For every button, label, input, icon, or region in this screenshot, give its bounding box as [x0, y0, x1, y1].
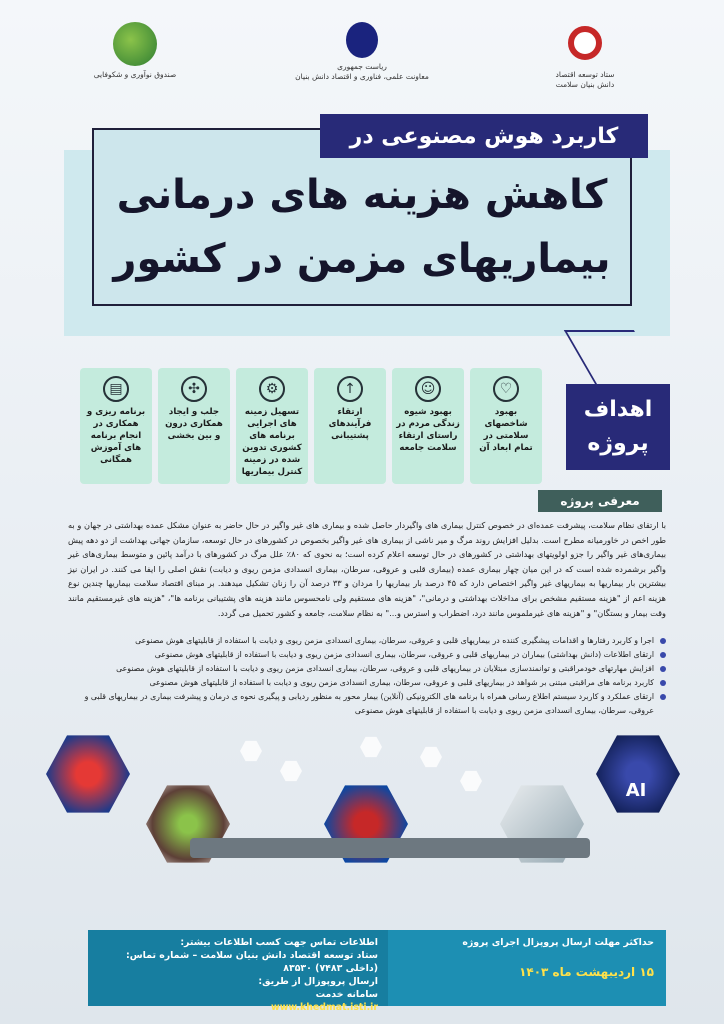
small-hexagon	[280, 760, 302, 782]
heart-image	[46, 732, 130, 816]
goal-text: ارتقاء فرآیندهای پشتیبانی	[328, 407, 372, 441]
center-logo-caption-2: معاونت علمی، فناوری و اقتصاد دانش بنیان	[295, 72, 429, 81]
contact-title: اطلاعات تماس جهت کسب اطلاعات بیشتر:	[180, 937, 378, 948]
small-hexagon	[360, 736, 382, 758]
goals-label-line-1: اهداف	[583, 397, 653, 422]
goal-card	[236, 368, 308, 484]
small-hexagon	[240, 740, 262, 762]
goal-text: بهبود شیوه زندگی مردم در راستای ارتقاء سلامت جامعه	[396, 407, 460, 453]
small-hexagon	[420, 746, 442, 768]
goals-label	[566, 384, 670, 470]
intro-title: معرفی پروژه	[538, 490, 662, 512]
contact-section	[88, 930, 388, 1013]
network-icon: ✣	[181, 376, 207, 402]
objectives-list	[68, 634, 666, 718]
contact-line: ستاد توسعه اقتصاد دانش بنیان سلامت – شماره تماس: (داخلی ۷۴۸۳) ۸۳۵۳۰	[125, 950, 378, 974]
health-headquarters-logo	[530, 22, 640, 102]
list-item: اجرا و کاربرد رفتارها و اقدامات پیشگیری کننده در بیماریهای قلبی و عروقی، سرطان، بیماری انسدادی مزمن ریوی و دیابت با استفاده از قابلیتهای هوش مصنوعی	[68, 634, 666, 648]
health-mark-icon	[561, 19, 609, 67]
goal-text: جلب و ایجاد همکاری درون و بین بخشی	[165, 407, 223, 441]
list-item: ارتقای عملکرد و کاربرد سیستم اطلاع رسانی همراه با برنامه های الکترونیکی (آنلاین) بیمار محور به منظور ردیابی و پیگیری نحوه ی درمان و پیشرفت بیماری در بیماریهای قلبی و عروقی، سرطان، بیماری انسدادی مزمن ریوی و دیابت با استفاده از قابلیتهای هوش مصنوعی	[68, 690, 666, 718]
presidency-logo	[280, 22, 444, 102]
intro-paragraph: با ارتقای نظام سلامت، پیشرفت عمده‌ای در خصوص کنترل بیماری های واگیردار حاصل شده و بیماری های غیر واگیر در حال حاضر به عنوان مشکل عمده بهداشتی در جهان و به طور اخص در خاورمیانه مطرح است. بدلیل افزایش روند مرگ و میر ناشی از بیماری های غیر واگیر بخصوص در کشورهای در حال توسعه، سازمان جهانی بهداشت از دو دهه پیش بیماری‌های غیر واگیر را جزو اولویتهای بهداشتی در کشورهای در حال توسعه اعلام کرده است؛ به نحوی که ۸۰٪ علل مرگ در کشورهای با درآمد پائین و متوسط بیماری‌های غیر واگیر برشمرده شده است که در این میان چهار بیماری عمده (بیماری قلبی و عروقی، سرطان، بیماری انسدادی مزمن ریوی و دیابت) نقش اصلی را ایفا می کنند. در ایران نیز بیشترین بار بیماریها به بیماریهای غیر واگیر اختصاص دارد که ۴۵ درصد بار بیماریها را مردان و ۳۳ درصد آن را زنان تشکیل میدهند. بر مبنای اقتصاد سلامت بیماریها چندین نوع هزینه اعم از "هزینه مستقیم مشخص برای مداخلات بهداشتی و درمانی"، "هزینه های مستقیم ولی نامحسوس مانند هزینه های پشتیبانی برنامه ها"، "هزینه های غیرمستقیم مانند وقت بیمار و بستگان" و "هزینه های غیرملموس مانند درد، اضطراب و استرس و..." به نظام سلامت، جامعه و کشور تحمیل می گردد.	[67, 520, 666, 618]
submit-system: سامانه خدمت	[315, 989, 378, 1000]
mind-icon: ☺	[415, 376, 441, 402]
innovation-fund-logo	[80, 22, 190, 102]
goal-card	[158, 368, 230, 484]
right-logo-caption-1: ستاد توسعه اقتصاد	[555, 70, 615, 79]
medical-imagery	[40, 730, 684, 940]
goal-card	[314, 368, 386, 484]
goal-card	[470, 368, 542, 484]
gear-icon: ⚙	[259, 376, 285, 402]
tablet-device	[190, 838, 590, 858]
deadline-date: ۱۵ اردیبهشت ماه ۱۴۰۳	[519, 965, 654, 979]
list-item: افزایش مهارتهای خودمراقبتی و توانمندسازی مبتلایان در بیماریهای قلبی و عروقی، سرطان، بیماری انسدادی مزمن ریوی و دیابت با استفاده از قابلیتهای هوش مصنوعی	[68, 662, 666, 676]
center-logo-caption-1: ریاست جمهوری	[337, 62, 387, 71]
list-item: ارتقای اطلاعات (دانش بهداشتی) بیماران در بیماریهای قلبی و عروقی، سرطان، بیماری انسدادی مزمن ریوی و دیابت با استفاده از قابلیتهای هوش مصنوعی	[68, 648, 666, 662]
ai-label: AI	[625, 779, 647, 801]
deadline-section	[388, 930, 666, 1006]
goal-text: برنامه ریزی و همکاری در انجام برنامه های آموزش همگانی	[86, 407, 146, 465]
heart-plus-icon: ♡	[493, 376, 519, 402]
deadline-title: حداکثر مهلت ارسال پروپزال اجرای پروژه	[462, 937, 654, 948]
goal-card	[392, 368, 464, 484]
leaf-icon	[113, 22, 157, 66]
title-tag: کاربرد هوش مصنوعی در	[320, 114, 648, 158]
website-link[interactable]: www.khedmat.isti.ir	[271, 1002, 378, 1013]
goal-text: تسهیل زمینه های اجرایی برنامه های کشوری تدوین شده در زمینه کنترل بیماریها	[241, 407, 303, 477]
iran-emblem-icon	[346, 22, 378, 58]
goals-label-line-2: پروژه	[587, 431, 649, 456]
list-item: کاربرد برنامه های مراقبتی مبتنی بر شواهد در بیماریهای قلبی و عروقی، سرطان، بیماری انسدادی مزمن ریوی و دیابت با استفاده از قابلیتهای هوش مصنوعی	[68, 676, 666, 690]
right-logo-caption-2: دانش بنیان سلامت	[555, 80, 615, 89]
submit-title: ارسال پروپوزال از طریق:	[258, 976, 378, 987]
presentation-icon: ▤	[103, 376, 129, 402]
goal-text: بهبود شاخصهای سلامتی در تمام ابعاد آن	[479, 407, 533, 453]
title-line-1: کاهش هزینه های درمانی	[116, 172, 608, 218]
footer-banner	[88, 930, 666, 1013]
left-logo-caption: صندوق نوآوری و شکوفایی	[93, 70, 177, 79]
title-line-2: بیماریهای مزمن در کشور	[113, 236, 611, 282]
goals-connector-line	[564, 330, 666, 386]
arrow-up-icon: ↑	[337, 376, 363, 402]
small-hexagon	[460, 770, 482, 792]
goal-card	[80, 368, 152, 484]
